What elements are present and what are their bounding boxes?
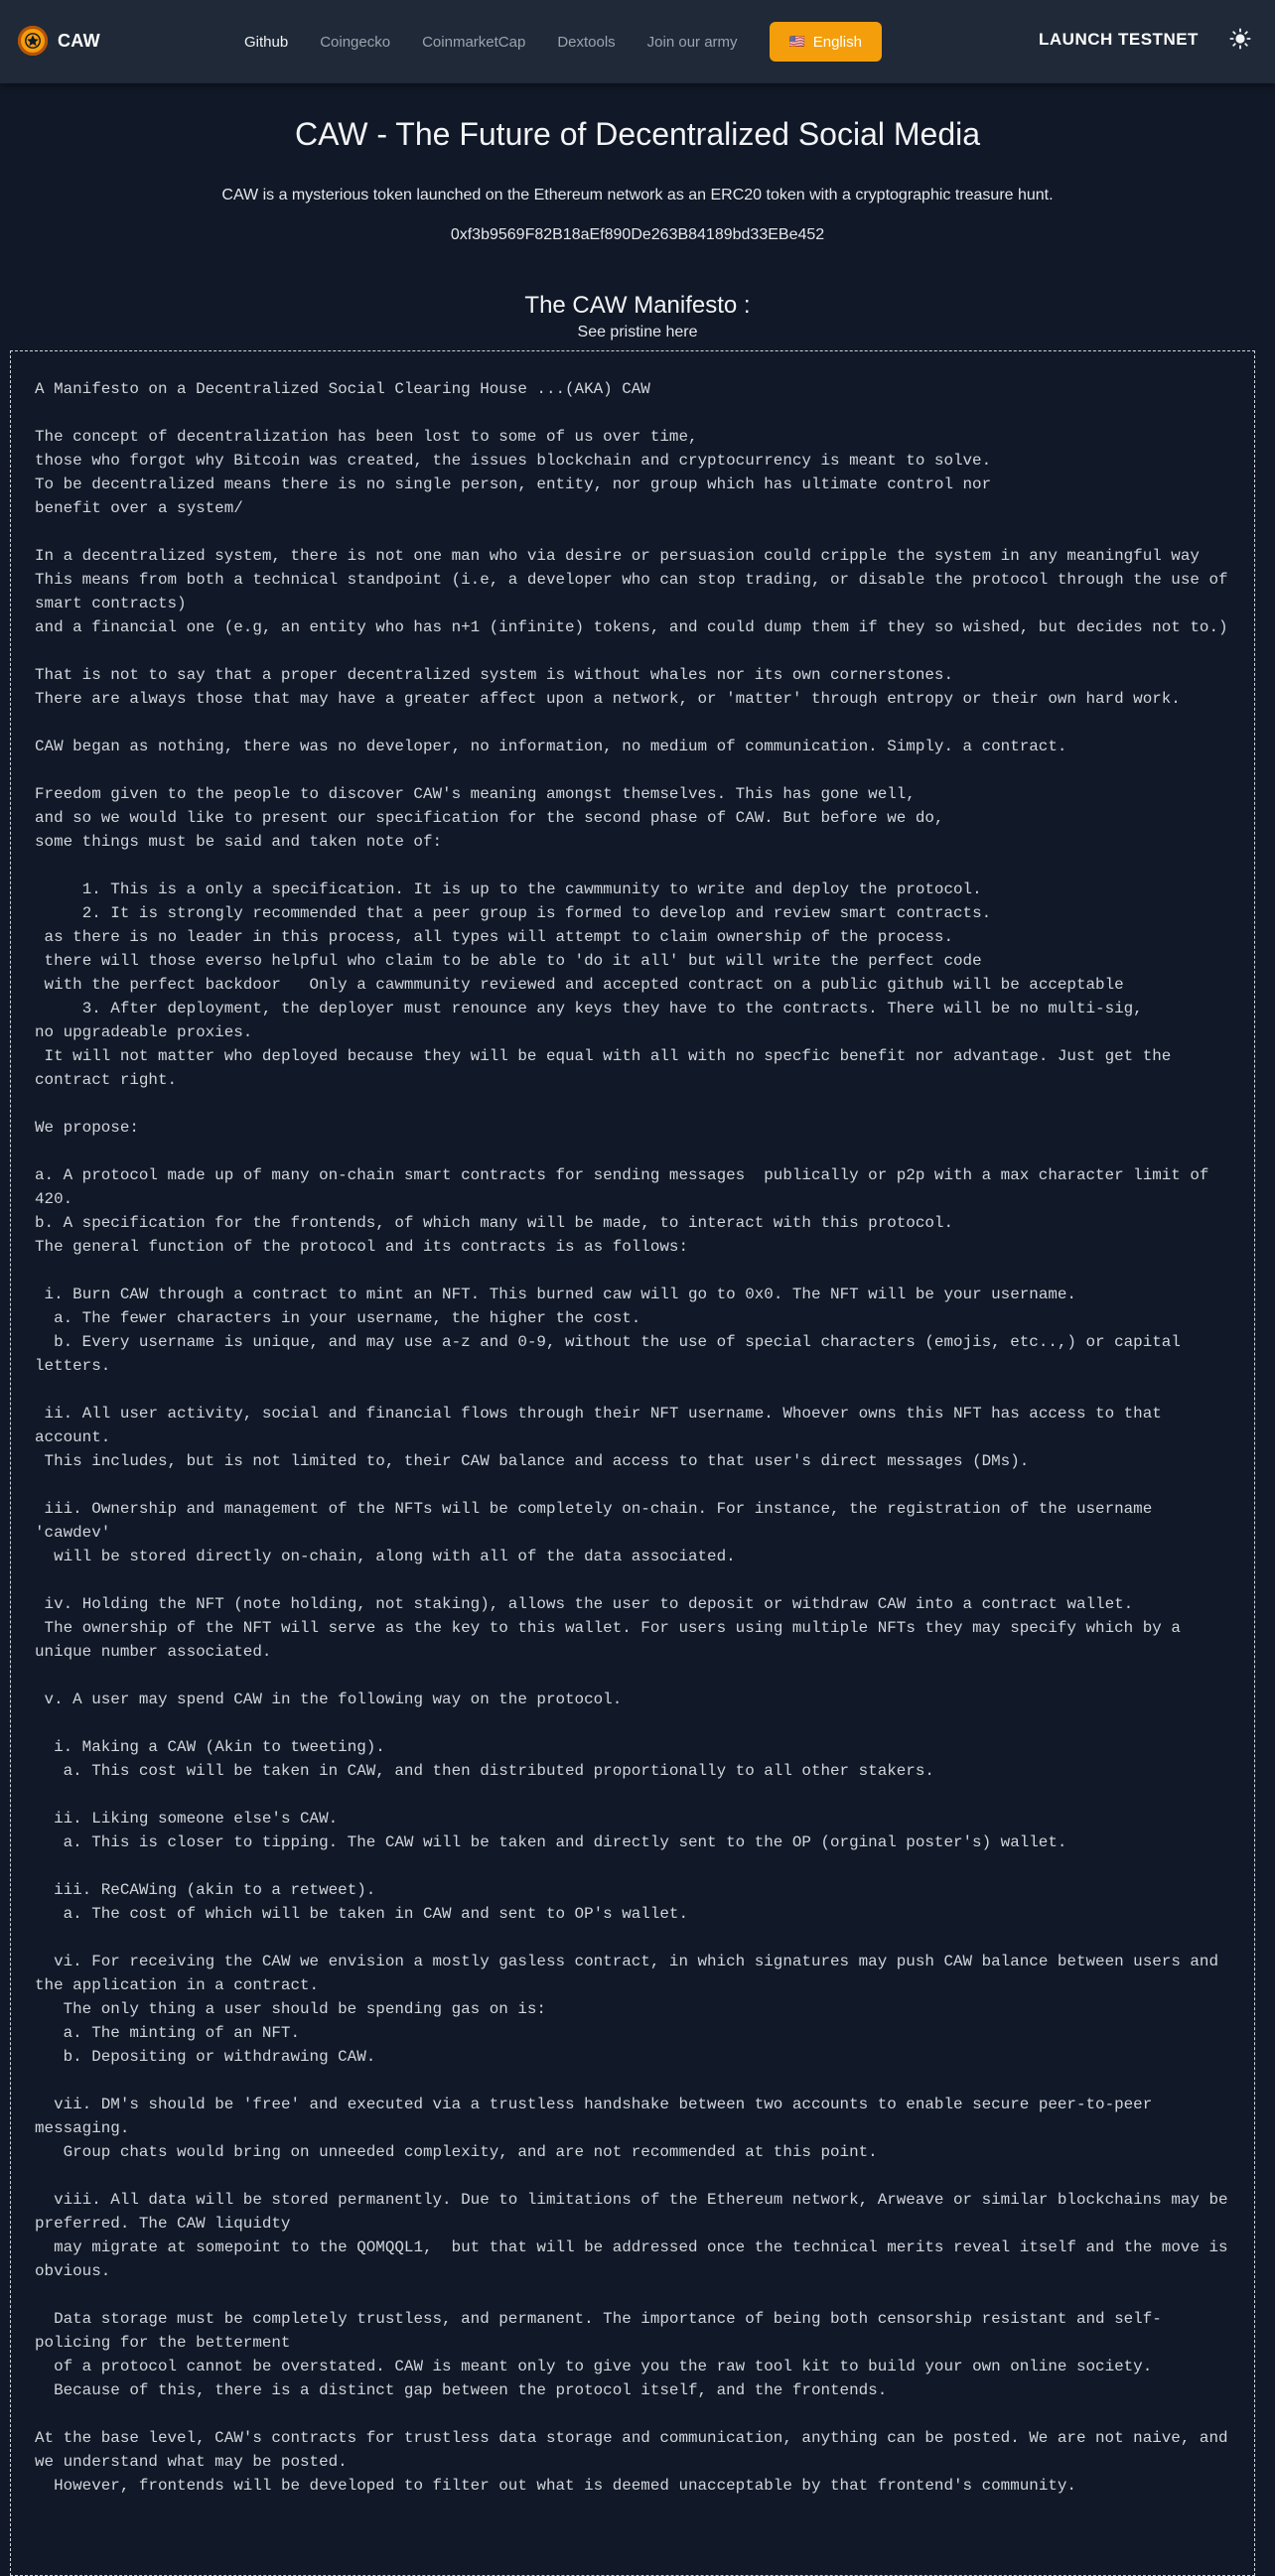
- manifesto-line: v. A user may spend CAW in the following way on the protocol.: [44, 1691, 623, 1708]
- nav-link-github[interactable]: Github: [244, 33, 289, 51]
- manifesto-line: a. The cost of which will be taken in CAW and sent to OP's wallet.: [63, 1905, 688, 1923]
- manifesto-line: We propose:: [35, 1119, 139, 1137]
- manifesto-line: CAW began as nothing, there was no developer, no information, no medium of communication. Simply. a contract.: [35, 738, 1067, 755]
- manifesto-line: and so we would like to present our specification for the second phase of CAW. But before we do,: [35, 809, 944, 827]
- manifesto-line: no upgradeable proxies.: [35, 1023, 253, 1041]
- manifesto-heading: The CAW Manifesto :: [524, 292, 751, 320]
- manifesto-line: a. This cost will be taken in CAW, and then distributed proportionally to all other stakers.: [63, 1762, 934, 1780]
- manifesto-line: will be stored directly on-chain, along with all of the data associated.: [54, 1548, 736, 1565]
- manifesto-line: b. A specification for the frontends, of which many will be made, to interact with this protocol.: [35, 1214, 953, 1232]
- manifesto-line: Because of this, there is a distinct gap between the protocol itself, and the frontends.: [54, 2381, 888, 2399]
- nav-link-coinmarketcap[interactable]: CoinmarketCap: [422, 33, 526, 51]
- manifesto-line: vi. For receiving the CAW we envision a mostly gasless contract, in which signatures may push CAW balance between users and the application in a contract.: [35, 1953, 1218, 1994]
- manifesto-line: A Manifesto on a Decentralized Social Clearing House ...(AKA) CAW: [35, 380, 650, 398]
- manifesto-line: iii. ReCAWing (akin to a retweet).: [54, 1881, 376, 1899]
- brand[interactable]: [18, 26, 100, 56]
- manifesto-line: 2. It is strongly recommended that a peer group is formed to develop and review smart contracts.: [81, 904, 992, 922]
- pristine-link[interactable]: See pristine here: [577, 324, 698, 341]
- launch-testnet-button[interactable]: LAUNCH TESTNET: [1039, 30, 1199, 49]
- manifesto-line: of a protocol cannot be overstated. CAW is meant only to give you the raw tool kit to build your own online society.: [54, 2358, 1153, 2375]
- hero-description: CAW is a mysterious token launched on the Ethereum network as an ERC20 token with a cryptographic treasure hunt.: [221, 187, 1054, 204]
- manifesto-line: The general function of the protocol and its contracts is as follows:: [35, 1238, 688, 1256]
- manifesto-line: There are always those that may have a greater affect upon a network, or 'matter' through entropy or their own hard work.: [35, 690, 1181, 708]
- manifesto-text: [11, 351, 1254, 2523]
- manifesto-line: a. A protocol made up of many on-chain smart contracts for sending messages publically or p2p with a max character limit of 420.: [35, 1166, 1209, 1208]
- manifesto-line: Group chats would bring on unneeded complexity, and are not recommended at this point.: [63, 2143, 878, 2161]
- manifesto-line: vii. DM's should be 'free' and executed via a trustless handshake between two accounts to enable secure peer-to-peer messaging.: [35, 2096, 1153, 2137]
- manifesto-box[interactable]: [10, 350, 1255, 2576]
- manifesto-line: ii. All user activity, social and financial flows through their NFT username. Whoever owns this NFT has access to that account.: [35, 1405, 1162, 1446]
- manifesto-line: iv. Holding the NFT (note holding, not staking), allows the user to deposit or withdraw CAW into a contract wallet.: [44, 1595, 1134, 1613]
- manifesto-line: The only thing a user should be spending gas on is:: [63, 2000, 546, 2018]
- manifesto-line: benefit over a system/: [35, 499, 243, 517]
- manifesto-line: a. This is closer to tipping. The CAW will be taken and directly sent to the OP (orginal poster's) wallet.: [63, 1833, 1067, 1851]
- manifesto-line: some things must be said and taken note of:: [35, 833, 443, 851]
- brand-name: CAW: [58, 30, 100, 51]
- language-label: English: [812, 33, 862, 51]
- manifesto-line: there will those everso helpful who claim to be able to 'do it all' but will write the perfect code: [44, 952, 982, 970]
- manifesto-line: 3. After deployment, the deployer must renounce any keys they have to the contracts. There will be no multi-sig,: [81, 1000, 1143, 1017]
- manifesto-line: This includes, but is not limited to, their CAW balance and access to that user's direct messages (DMs).: [44, 1452, 1030, 1470]
- sun-icon[interactable]: [1229, 28, 1251, 50]
- nav-link-join-army[interactable]: Join our army: [646, 33, 738, 51]
- manifesto-line: It will not matter who deployed because they will be equal with all with no specfic benefit nor advantage. Just get the contract right.: [35, 1047, 1172, 1089]
- manifesto-line: may migrate at somepoint to the QOMQQL1, but that will be addressed once the technical merits reveal itself and the move is obvious.: [35, 2238, 1228, 2280]
- contract-address[interactable]: 0xf3b9569F82B18aEf890De263B84189bd33EBe452: [450, 226, 825, 244]
- top-navbar: [0, 0, 1275, 83]
- manifesto-line: b. Depositing or withdrawing CAW.: [63, 2048, 376, 2066]
- manifesto-line: and a financial one (e.g, an entity who has n+1 (infinite) tokens, and could dump them if they so wished, but decides not to.): [35, 618, 1228, 636]
- caw-logo-icon: [18, 26, 48, 56]
- manifesto-line: iii. Ownership and management of the NFTs will be completely on-chain. For instance, the registration of the username 'cawdev': [35, 1500, 1153, 1542]
- manifesto-line: a. The fewer characters in your username, the higher the cost.: [54, 1309, 641, 1327]
- manifesto-line: with the perfect backdoor Only a cawmmunity reviewed and accepted contract on a public github will be acceptable: [44, 976, 1124, 994]
- flag-icon: 🇺🇸: [788, 34, 805, 49]
- manifesto-line: i. Burn CAW through a contract to mint an NFT. This burned caw will go to 0x0. The NFT will be your username.: [44, 1286, 1076, 1303]
- manifesto-line: This means from both a technical standpoint (i.e, a developer who can stop trading, or disable the protocol through the use of smart contracts): [35, 571, 1228, 612]
- manifesto-line: The concept of decentralization has been lost to some of us over time,: [35, 428, 698, 446]
- manifesto-line: a. The minting of an NFT.: [63, 2024, 301, 2042]
- manifesto-line: 1. This is a only a specification. It is up to the cawmmunity to write and deploy the protocol.: [81, 881, 982, 898]
- manifesto-line: ii. Liking someone else's CAW.: [54, 1810, 339, 1828]
- manifesto-line: those who forgot why Bitcoin was created, the issues blockchain and cryptocurrency is meant to solve.: [35, 452, 992, 470]
- manifesto-line: viii. All data will be stored permanently. Due to limitations of the Ethereum network, Arweave or similar blockchains may be preferred. The CAW liquidty: [35, 2191, 1228, 2233]
- manifesto-line: That is not to say that a proper decentralized system is without whales nor its own cornerstones.: [35, 666, 953, 684]
- manifesto-line: as there is no leader in this process, all types will attempt to claim ownership of the process.: [44, 928, 953, 946]
- manifesto-line: However, frontends will be developed to filter out what is deemed unacceptable by that frontend's community.: [54, 2477, 1076, 2495]
- nav-links: [244, 0, 882, 83]
- manifesto-line: In a decentralized system, there is not one man who via desire or persuasion could cripple the system in any meaningful way: [35, 547, 1200, 565]
- manifesto-line: The ownership of the NFT will serve as the key to this wallet. For users using multiple NFTs they may specify which by a unique number associated.: [35, 1619, 1181, 1661]
- manifesto-line: To be decentralized means there is no single person, entity, nor group which has ultimate control nor: [35, 475, 992, 493]
- manifesto-line: Data storage must be completely trustless, and permanent. The importance of being both censorship resistant and self-policing for the betterment: [35, 2310, 1162, 2352]
- nav-link-coingecko[interactable]: Coingecko: [320, 33, 391, 51]
- manifesto-line: At the base level, CAW's contracts for trustless data storage and communication, anything can be posted. We are not naive, and we understand what may be posted.: [35, 2429, 1228, 2471]
- manifesto-line: Freedom given to the people to discover CAW's meaning amongst themselves. This has gone well,: [35, 785, 916, 803]
- language-selector-button[interactable]: [770, 22, 882, 62]
- hero-section: [0, 83, 1275, 341]
- nav-link-dextools[interactable]: Dextools: [557, 33, 616, 51]
- page-title: CAW - The Future of Decentralized Social Media: [294, 116, 981, 152]
- manifesto-line: i. Making a CAW (Akin to tweeting).: [54, 1738, 385, 1756]
- manifesto-line: b. Every username is unique, and may use a-z and 0-9, without the use of special characters (emojis, etc..,) or capital letters.: [35, 1333, 1181, 1375]
